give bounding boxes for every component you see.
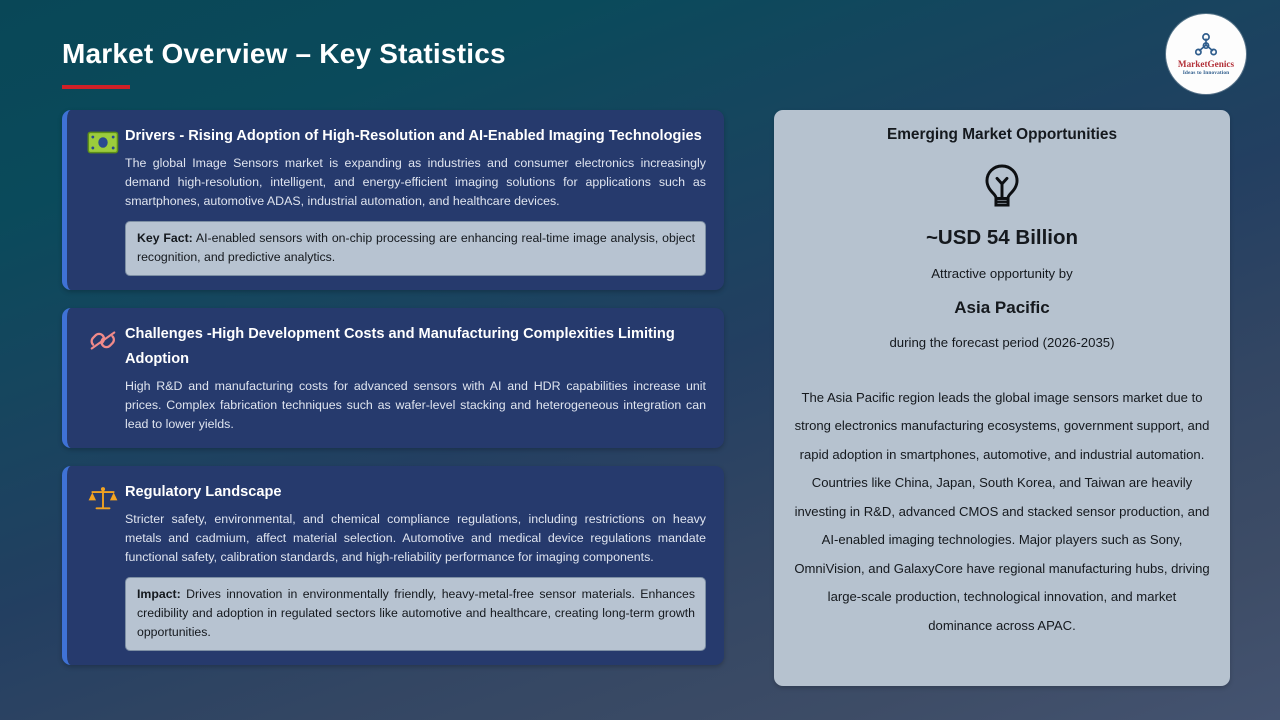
insight-card-challenges[interactable] bbox=[62, 308, 724, 449]
logo-tagline: Ideas to Innovation bbox=[1182, 69, 1230, 76]
title-underline-accent bbox=[62, 85, 130, 89]
card-description: High R&D and manufacturing costs for advanced sensors with AI and HDR capabilities increase unit prices. Complex fabrication techniques such as wafer-level stacking and heterogeneous integration can lead to lower yields. bbox=[125, 378, 706, 432]
card-body bbox=[125, 124, 706, 276]
card-title: Challenges -High Development Costs and Manufacturing Complexities Limiting Adoption bbox=[125, 325, 675, 368]
lightbulb-icon bbox=[794, 162, 1210, 214]
opportunity-subtitle: Attractive opportunity by bbox=[931, 265, 1073, 281]
page-title: Market Overview – Key Statistics bbox=[62, 38, 506, 69]
callout-text: Drives innovation in environmentally friendly, heavy-metal-free sensor materials. Enhances credibility and adoption in regulated sectors like automotive and healthcare, creating long-term growth opportunities. bbox=[137, 587, 695, 639]
callout-label: Impact: bbox=[137, 587, 181, 602]
insight-cards-column bbox=[62, 110, 724, 683]
impact-callout bbox=[125, 577, 706, 650]
callout-label: Key Fact: bbox=[137, 231, 193, 246]
card-body bbox=[125, 480, 706, 650]
scales-of-justice-icon bbox=[81, 480, 125, 512]
panel-title: Emerging Market Opportunities bbox=[886, 126, 1118, 143]
network-nodes-icon bbox=[1191, 32, 1221, 58]
panel-paragraph: The Asia Pacific region leads the global image sensors market due to strong electronics manufacturing ecosystems, government support, and rapid adoption in smartphones, automotive, and industrial automation. Countries like China, Japan, South Korea, and Taiwan are heavily investing in R&D, advanced CMOS and stacked sensor production, and AI-enabled imaging technologies. Major players such as Sony, OmniVision, and GalaxyCore have regional manufacturing hubs, driving large-scale production, technological innovation, and market dominance across APAC. bbox=[794, 389, 1210, 633]
emerging-opportunities-panel bbox=[774, 110, 1230, 686]
logo-brand-name: MarketGenics bbox=[1177, 58, 1235, 69]
key-fact-callout bbox=[125, 221, 706, 275]
callout-text: AI-enabled sensors with on-chip processing are enhancing real-time image analysis, object recognition, and predictive analytics. bbox=[137, 231, 695, 264]
insight-card-regulatory[interactable] bbox=[62, 466, 724, 664]
forecast-period: during the forecast period (2026-2035) bbox=[889, 334, 1115, 350]
card-description: Stricter safety, environmental, and chemical compliance regulations, including restrictions on heavy metals and cadmium, affect material selection. Automotive and medical device regulations mandate functional safety, calibration standards, and high-reliability performance for imaging components. bbox=[125, 511, 706, 565]
card-title: Drivers - Rising Adoption of High-Resolution and AI-Enabled Imaging Technologies bbox=[125, 128, 702, 144]
card-body bbox=[125, 322, 706, 435]
money-banknote-icon bbox=[81, 124, 125, 155]
card-description: The global Image Sensors market is expanding as industries and consumer electronics increasingly demand high-resolution, intelligent, and energy-efficient imaging solutions for applications such as smartphones, automotive ADAS, industrial automation, and healthcare devices. bbox=[125, 155, 706, 208]
opportunity-region: Asia Pacific bbox=[954, 297, 1050, 317]
insight-card-drivers[interactable] bbox=[62, 110, 724, 290]
brand-logo bbox=[1166, 14, 1246, 94]
card-title: Regulatory Landscape bbox=[125, 484, 282, 501]
opportunity-value: ~USD 54 Billion bbox=[925, 225, 1079, 249]
broken-link-icon bbox=[81, 322, 125, 353]
